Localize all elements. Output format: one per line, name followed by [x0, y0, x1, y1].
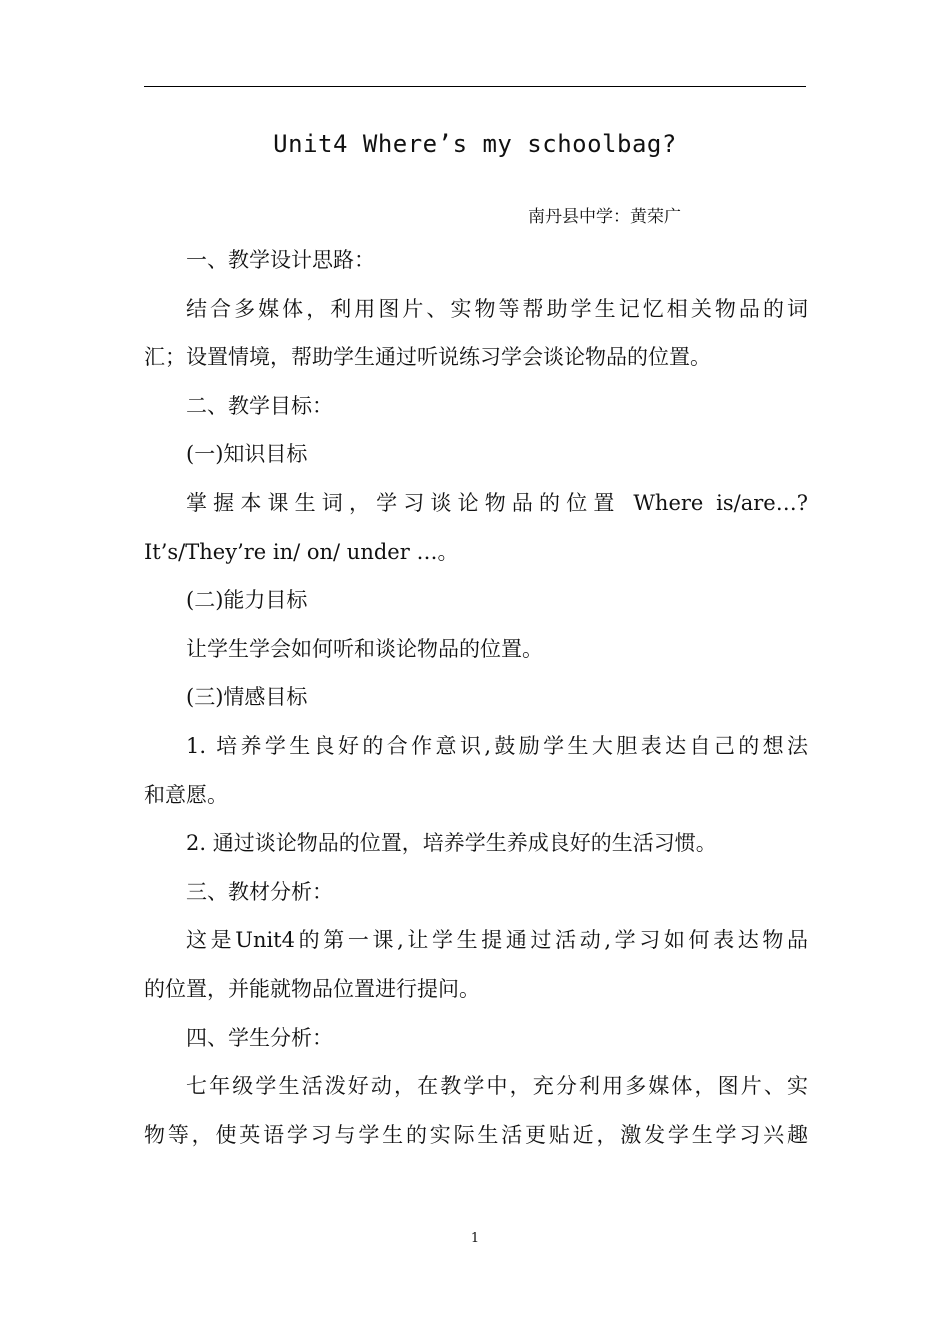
paragraph-line: 结合多媒体，利用图片、实物等帮助学生记忆相关物品的词 [186, 296, 808, 321]
list-item: 2. 通过谈论物品的位置，培养学生养成良好的生活习惯。 [186, 831, 717, 856]
subheading-knowledge: (一)知识目标 [186, 442, 308, 467]
paragraph-line: 物等，使英语学习与学生的实际生活更贴近，激发学生学习兴趣 [144, 1122, 808, 1147]
paragraph-line: 汇；设置情境，帮助学生通过听说练习学会谈论物品的位置。 [144, 345, 711, 370]
header-rule [144, 86, 806, 87]
paragraph-line: 让学生学会如何听和谈论物品的位置。 [186, 636, 543, 661]
section-heading-goals: 二、教学目标： [186, 393, 333, 418]
document-title: Unit4 Where’s my schoolbag? [273, 130, 677, 158]
section-heading-materials: 三、教材分析： [186, 879, 333, 904]
paragraph-line: 七年级学生活泼好动，在教学中，充分利用多媒体，图片、实 [186, 1074, 808, 1099]
subheading-emotion: (三)情感目标 [186, 685, 308, 710]
document-body [144, 236, 808, 1159]
paragraph-line: It’s/They’re in/ on/ under …。 [144, 539, 459, 564]
list-item: 1. 培养学生良好的合作意识,鼓励学生大胆表达自己的想法 [186, 733, 808, 758]
paragraph-line: 这是Unit4的第一课,让学生提通过活动,学习如何表达物品 [186, 928, 808, 953]
paragraph-line: 和意愿。 [144, 782, 228, 807]
paragraph-line: 掌握本课生词，学习谈论物品的位置 Where is/are…? [186, 490, 808, 515]
author-line: 南丹县中学：黄荣广 [528, 207, 681, 227]
section-heading-design: 一、教学设计思路： [186, 248, 375, 272]
subheading-ability: (二)能力目标 [186, 588, 308, 613]
section-heading-students: 四、学生分析： [186, 1025, 333, 1050]
paragraph-line: 的位置，并能就物品位置进行提问。 [144, 976, 480, 1001]
page-number: 1 [470, 1231, 480, 1246]
